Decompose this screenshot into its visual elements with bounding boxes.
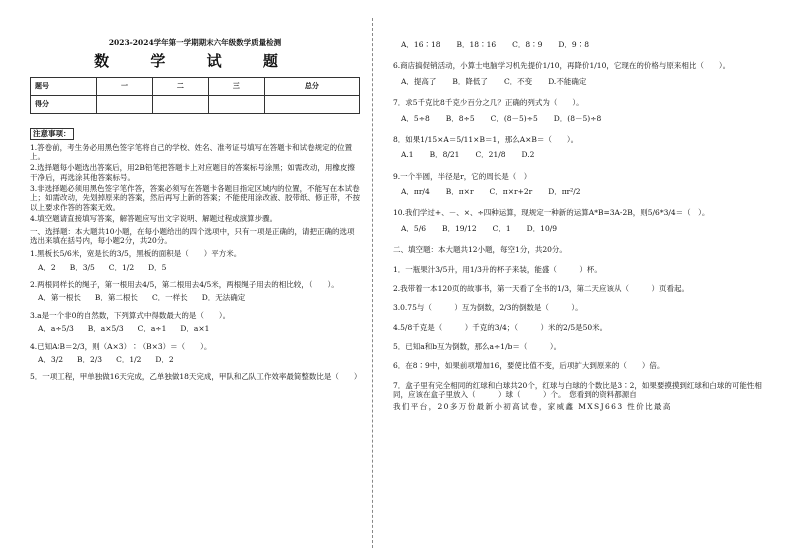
fill-question: 2.我带着一本120页的故事书，第一天看了全书的1/3，第二天应该从（ ）页看起。: [393, 283, 690, 293]
option: A．3/2: [38, 354, 63, 364]
fill-question: 4.5/8千克是（ ）千克的3/4；（ ）米的2/5是50米。: [393, 322, 608, 332]
option: D．πr²/2: [548, 187, 581, 196]
option: B．18∶16: [456, 40, 497, 49]
exam-title: 数 学 试 题: [94, 52, 296, 71]
score-cell: 二: [152, 78, 208, 96]
fill-question: 5．已知a和b互为倒数，那么a÷1/b＝（ ）。: [393, 342, 562, 351]
option: B．降低了: [452, 76, 488, 86]
fill-question: 1．一瓶果汁3/5升，用1/3升的杯子来装，能盛（ ）杯。: [393, 264, 602, 274]
score-cell-empty: [97, 96, 153, 114]
question-text: 7．求5千克比8千克少百分之几？正确的列式为（ ）。: [393, 98, 584, 108]
option-row: [401, 150, 773, 159]
score-cell: 三: [208, 78, 264, 96]
option: A．a÷5/3: [38, 324, 74, 334]
left-column: [30, 38, 360, 386]
option: A．第一根长: [38, 293, 81, 303]
option: D.不能确定: [548, 76, 587, 86]
option-row: [38, 355, 360, 364]
option: B．2/3: [77, 354, 103, 364]
option: D．10/9: [526, 223, 558, 233]
score-cell-empty: [208, 96, 264, 114]
fill-question: 3.0.75与（ ）互为倒数，2/3的倒数是（ ）。: [393, 303, 583, 313]
option: B．19/12: [442, 223, 477, 233]
option: C．一样长: [151, 293, 188, 303]
question-text: 5．一项工程，甲单独做16天完成，乙单独做18天完成，甲队和乙队工作效率最简整数比是（ ）: [30, 372, 362, 382]
notice-item: 3.非选择题必须用黑色签字笔作答，答案必须写在答题卡各题目指定区域内的位置，不能写在本试卷上；如需改动，先划掉原来的答案，然后再写上新的答案；不能使用涂改液、胶带纸、修正带，不按以上要求作答的答案无效。: [30, 184, 360, 212]
option: C．(8－5)÷5: [490, 113, 538, 123]
question-text: 4.已知A∶B＝2/3，则（A×3）∶（B×3）＝（ ）。: [30, 341, 212, 351]
notice-item: 4.填空题请直接填写答案，解答题应写出文字说明、解题过程或演算步骤。: [30, 214, 278, 224]
score-table-header-row: [31, 78, 360, 96]
section-heading: 一、选择题：本大题共10小题，在每小题给出的四个选项中，只有一项是正确的，请把正确的选项选出来填在括号内，每小题2分，共20分。: [30, 226, 355, 245]
option: C．不变: [503, 76, 533, 86]
option: A．5/6: [401, 223, 426, 233]
exam-subtitle: 2023-2024学年第一学期期末六年级数学质量检测: [108, 38, 282, 47]
option-row: [401, 40, 773, 49]
fill-question: 7．盒子里有完全相同的红球和白球共20个，红球与白球的个数比是3∶2，如果要摸摸到红球和白球的可能性相同，应该在盒子里放入（ ）球（ ）个。 您看到的资料都源自: [393, 380, 762, 400]
score-cell: 一: [97, 78, 153, 96]
option: C．21/8: [475, 150, 506, 160]
question-text: 1.黑板长5/6米，宽是长的3/5，黑板的面积是（ ）平方米。: [30, 249, 242, 259]
question-text: 3.a是一个非0的自然数，下列算式中得数最大的是（ ）。: [30, 310, 231, 320]
option-row: [401, 114, 773, 123]
option: C．8∶9: [512, 40, 543, 49]
option: C．1/2: [116, 354, 142, 364]
option-row: [401, 77, 773, 86]
option: D．9∶8: [558, 40, 589, 49]
score-cell: 总分: [264, 78, 359, 96]
score-table: [30, 77, 360, 114]
option: B．8/21: [429, 150, 460, 160]
option: A．5÷8: [401, 113, 430, 123]
option-row: [38, 324, 360, 333]
option: D.2: [521, 150, 535, 160]
column-divider: [372, 18, 373, 548]
notice-item: 2.选择题每小题选出答案后，用2B铅笔把答题卡上对应题目的答案标号涂黑；如需改动，用橡皮擦干净后，再选涂其他答案标号。: [30, 163, 355, 182]
option-row: [38, 293, 360, 302]
option: D．a×1: [180, 324, 210, 334]
option: B．a×5/3: [87, 324, 124, 334]
option: A．提高了: [401, 76, 437, 86]
option: C．a÷1: [137, 324, 167, 334]
option-row: [401, 224, 773, 233]
score-table-score-row: [31, 96, 360, 114]
option: A．16∶18: [401, 40, 441, 49]
question-text: 8．如果1/15×A＝5/11×B＝1，那么A×B＝（ ）。: [393, 134, 579, 144]
question-text: 9.一个半圆，半径是r，它的周长是（ ）: [393, 171, 532, 181]
option: C．1/2: [108, 262, 135, 272]
option: D．(8－5)÷8: [553, 113, 602, 123]
option: B．8÷5: [445, 113, 475, 123]
question-text: 6.商店搞促销活动，小算士电脑学习机先提价1/10，再降价1/10，它现在的价格与原来相比（ ）。: [393, 61, 731, 71]
option: D．5: [148, 262, 167, 272]
option: C．π×r+2r: [489, 187, 533, 196]
option-row: [38, 263, 360, 272]
right-column: [393, 40, 773, 411]
option: A．2: [38, 262, 56, 272]
notice-item: 1.答卷前，考生务必用黑色签字笔将自己的学校、姓名、准考证号填写在答题卡和试卷规定的位置上。: [30, 142, 353, 161]
option: A．πr/4: [401, 187, 430, 196]
question-text: 10.我们学过+、－、×、÷四种运算，现规定一种新的运算A*B=3A-2B，则5/6*3/4＝（ ）。: [393, 208, 710, 218]
watermark-text: 我们平台，20多万份最新小初高试卷，家威鑫 MXSJ663 性价比最高: [393, 401, 672, 411]
option: B．3/5: [69, 262, 95, 272]
fill-question: 6．在8∶9中，如果前项增加16，要使比值不变，后项扩大到原来的（ ）倍。: [393, 361, 665, 371]
option: D．2: [155, 354, 174, 364]
score-cell-empty: [152, 96, 208, 114]
option: C．1: [492, 223, 511, 233]
score-cell: 得分: [31, 96, 97, 114]
option-row: [401, 187, 773, 196]
notice-heading: 注意事项：: [30, 128, 74, 139]
section-heading: 二、填空题：本大题共12小题，每空1分，共20分。: [393, 245, 567, 255]
option: B．第二根长: [94, 293, 138, 303]
option: B．π×r: [445, 187, 474, 196]
option: D．无法确定: [201, 293, 246, 303]
notice-list: [30, 143, 360, 224]
option: A.1: [401, 150, 414, 160]
score-cell-empty: [264, 96, 359, 114]
score-cell: 题号: [31, 78, 97, 96]
question-text: 2.两根同样长的绳子，第一根用去4/5，第二根用去4/5米，两根绳子用去的相比较，（ ）。: [30, 280, 339, 289]
